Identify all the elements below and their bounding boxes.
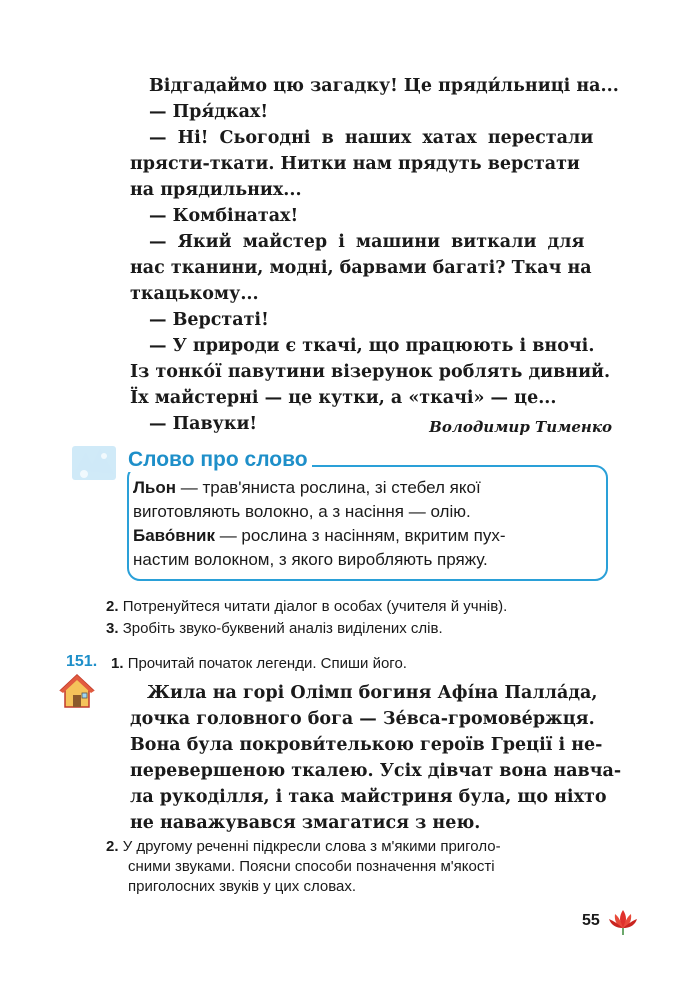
page-number: 55 <box>582 912 600 929</box>
poem-line: Відгадаймо цю загадку! Це пряди́льниці на... <box>149 76 619 96</box>
poem-line: — Комбінатах! <box>149 206 299 226</box>
legend-line: Жила на горі Олімп богиня Афі́на Палла́да, <box>147 683 598 703</box>
exercise-task-2-line: приголосних звуків у цих словах. <box>128 878 357 895</box>
poem-line: — Верстаті! <box>149 310 269 330</box>
poem-line: — Ні! Сьогодні в наших хатах перестали <box>149 128 594 148</box>
poem-line: Із тонко́ї павутини візерунок роблять дивний. <box>130 362 611 382</box>
task-3: 3. Зробіть звуко-буквений аналіз виділених слів. <box>106 620 443 637</box>
homework-house-icon <box>58 672 96 710</box>
legend-line: Вона була покрови́телькою героїв Греції і не- <box>130 735 603 755</box>
poem-author: Володимир Тименко <box>429 418 612 436</box>
task-2: 2. Потренуйтеся читати діалог в особах (учителя й учнів). <box>106 598 508 615</box>
exercise-task-2-line: сними звуками. Поясни способи позначення м'якості <box>128 858 495 875</box>
poem-line: — Пря́дках! <box>149 102 269 122</box>
poem-line: нас тканини, модні, барвами багаті? Ткач на <box>130 258 592 278</box>
poem-line: ткацькому... <box>130 284 259 304</box>
word-box-line: Льон — трав'яниста рослина, зі стебел якої <box>133 478 481 497</box>
legend-line: дочка головного бога — Зе́вса-громове́ржця. <box>130 709 595 729</box>
word-box-line: виготовляють волокно, а з насіння — олію. <box>133 502 471 521</box>
snowflake-decoration-icon <box>66 440 124 486</box>
poem-line: — Який майстер і машини виткали для <box>149 232 585 252</box>
word-box-line: настим волокном, з якого виробляють пряжу. <box>133 550 488 569</box>
flower-icon <box>606 904 640 936</box>
legend-line: перевершеною ткалею. Усіх дівчат вона навча- <box>130 761 622 781</box>
legend-line: не наважувався змагатися з нею. <box>130 813 481 833</box>
exercise-task-1: 1. Прочитай початок легенди. Спиши його. <box>111 655 407 672</box>
word-box-title: Слово про слово <box>124 448 312 472</box>
poem-line: Їх майстерні — це кутки, а «ткачі» — це... <box>130 388 557 408</box>
exercise-task-2: 2. У другому реченні підкресли слова з м'якими приголо- <box>106 838 501 855</box>
poem-line: — У природи є ткачі, що працюють і вночі. <box>149 336 595 356</box>
legend-line: ла рукоділля, і така майстриня була, що ніхто <box>130 787 607 807</box>
poem-line: прясти-ткати. Нитки нам прядуть верстати <box>130 154 580 174</box>
word-box-line: Баво́вник — рослина з насінням, вкритим пух- <box>133 526 506 545</box>
poem-line: на прядильних... <box>130 180 302 200</box>
exercise-number: 151. <box>66 653 98 670</box>
poem-line: — Павуки! <box>149 414 258 434</box>
